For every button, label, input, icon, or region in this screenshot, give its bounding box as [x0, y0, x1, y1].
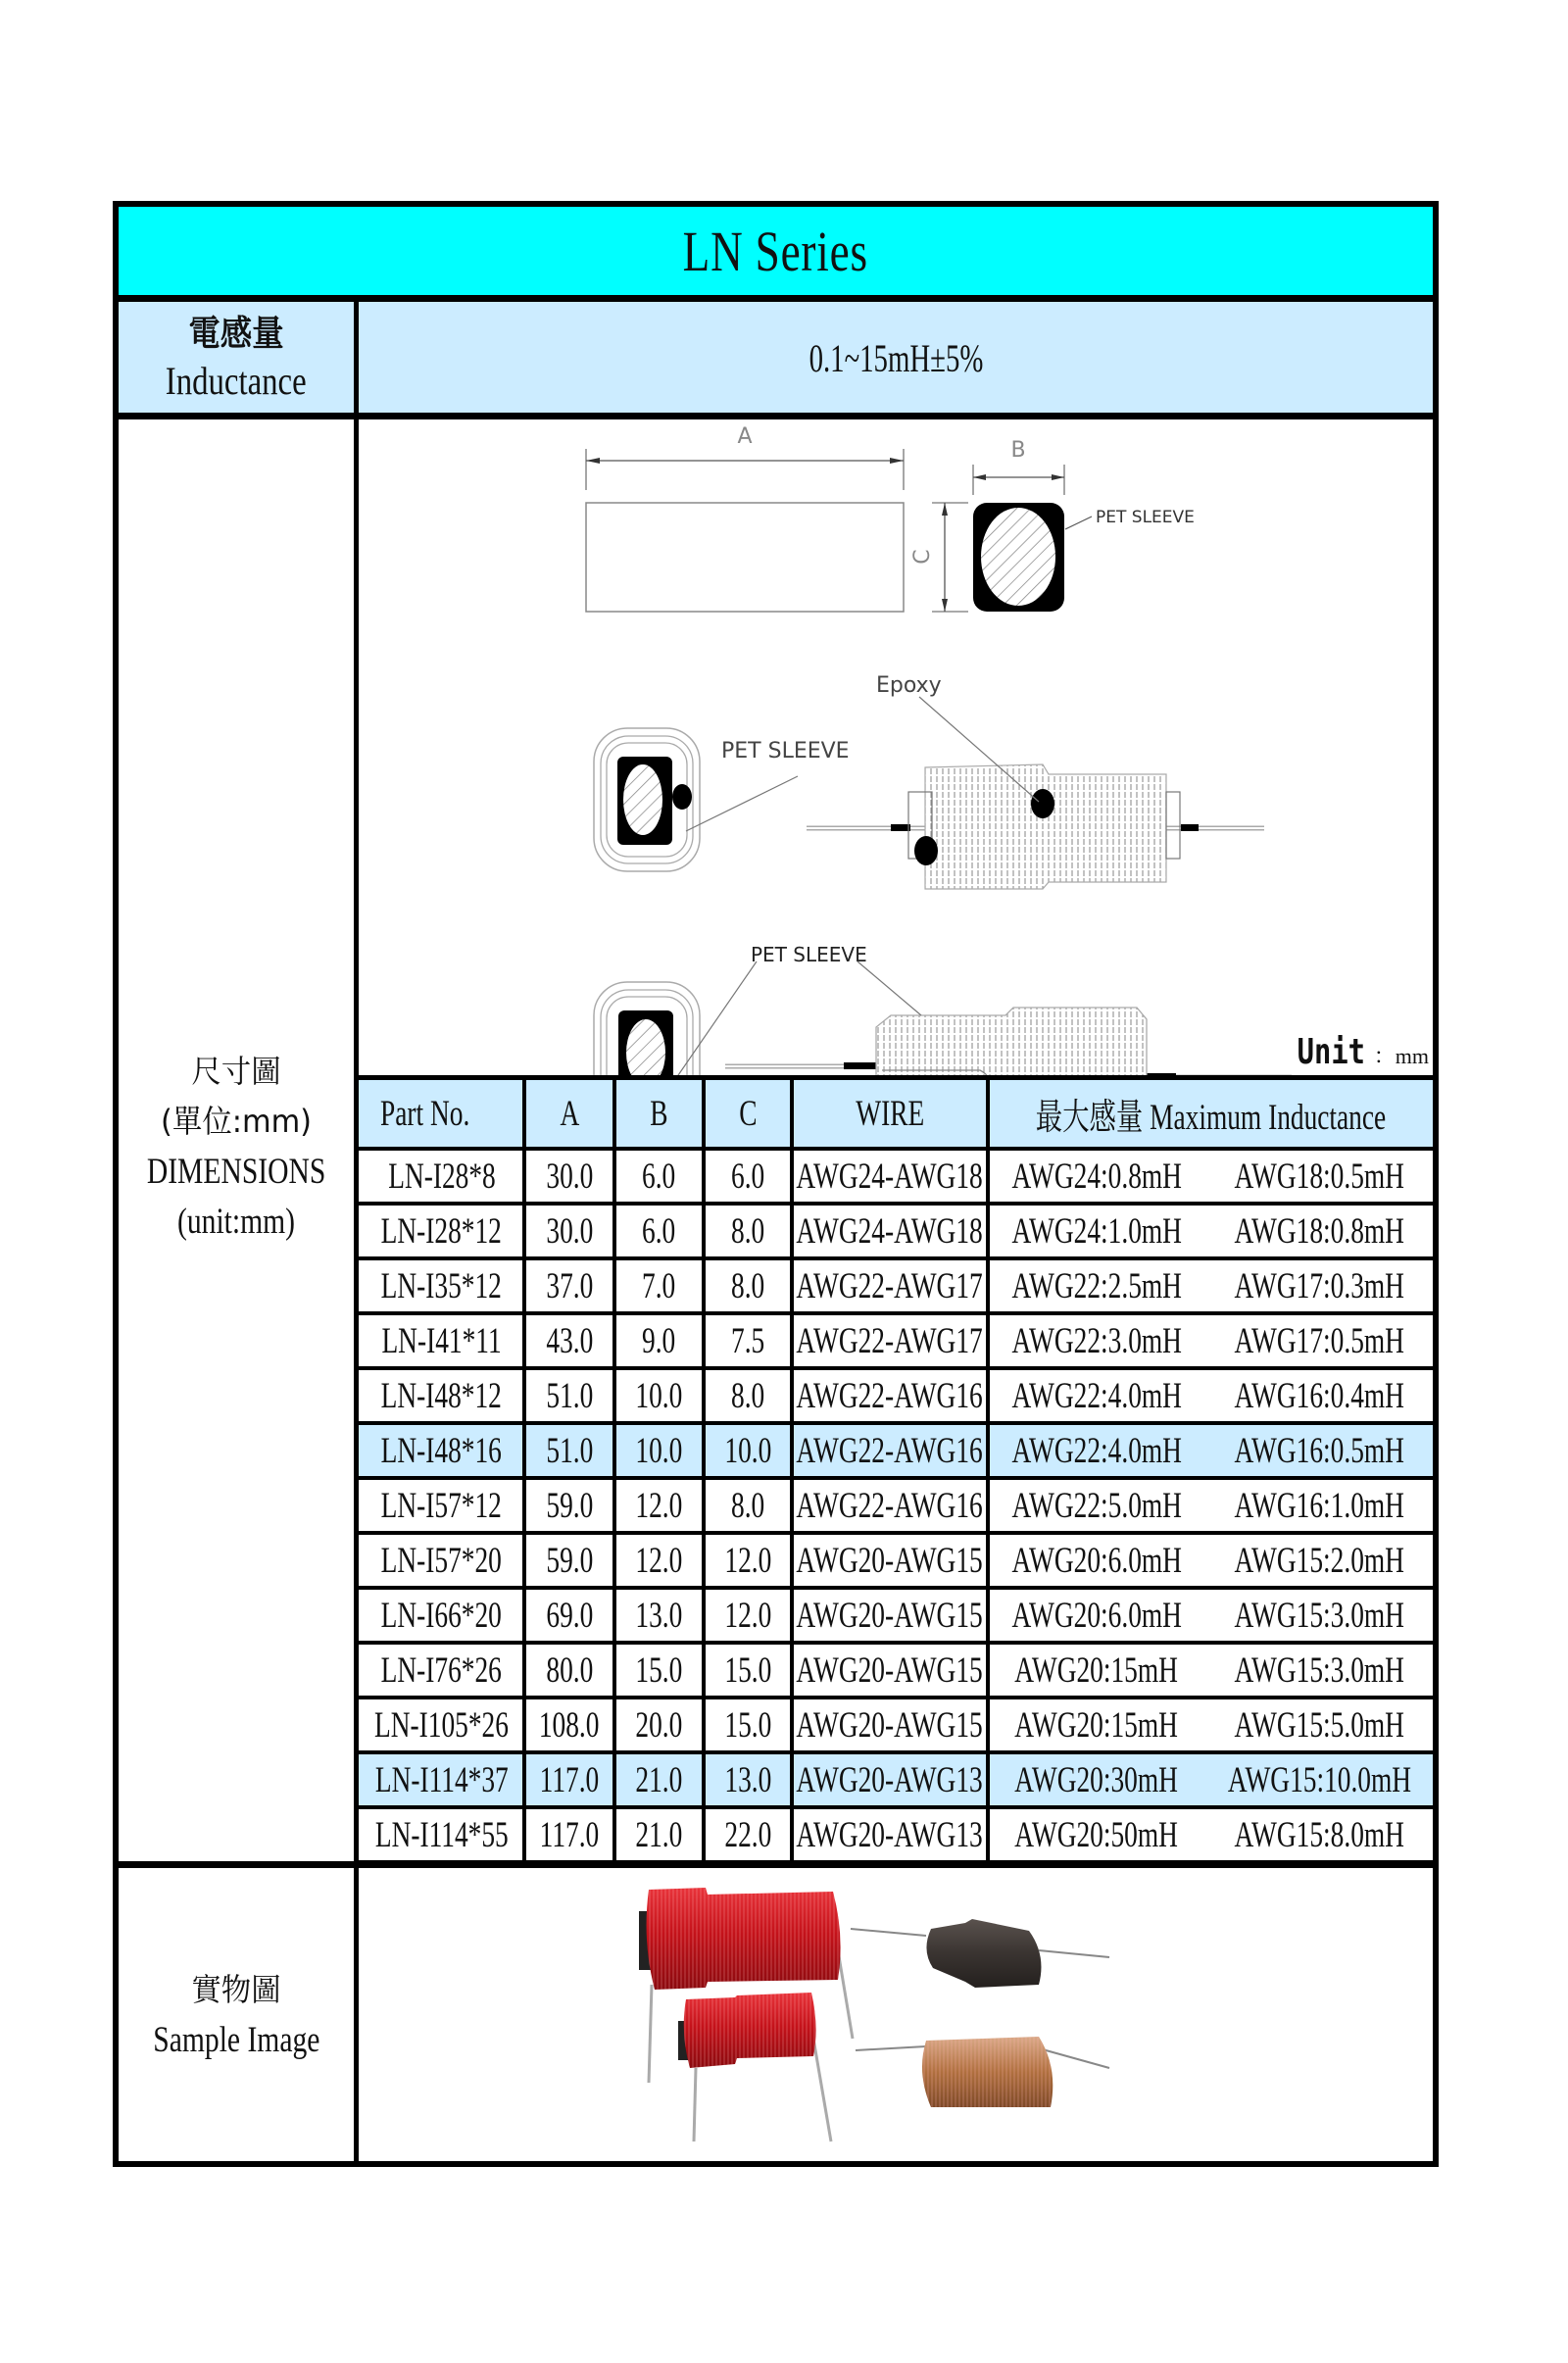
sample-image [359, 1868, 1433, 2161]
table-cell-c [704, 1807, 792, 1862]
grid-line [702, 1078, 706, 1862]
cell-text: LN-I66*20 [380, 1595, 503, 1636]
cell-text: 37.0 [546, 1265, 593, 1306]
cell-text: AWG24-AWG18 [796, 1156, 984, 1197]
table-cell-a [524, 1533, 614, 1588]
grid-line [986, 1078, 990, 1862]
cell-text: AWG20-AWG15 [796, 1704, 984, 1746]
unit-suffix: ：mm [1373, 1044, 1429, 1068]
table-cell-max-inductance-2 [1205, 1643, 1433, 1698]
cell-text: AWG18:0.5mH [1234, 1156, 1404, 1197]
header-a [524, 1078, 614, 1149]
dim-a-label: A [737, 424, 753, 449]
title-banner [119, 207, 1433, 296]
dim-b-label: B [1010, 438, 1026, 463]
inductance-value: 0.1~15mH±5% [808, 335, 983, 380]
cell-text: AWG15:10.0mH [1227, 1759, 1411, 1800]
table-cell-max-inductance-1 [988, 1149, 1205, 1204]
cell-text: AWG24:1.0mH [1011, 1210, 1182, 1252]
cell-text: 117.0 [539, 1759, 600, 1800]
column-header-text: Part No. [380, 1093, 470, 1134]
pet-sleeve-label: PET SLEEVE [751, 943, 867, 966]
table-cell-max-inductance-1 [988, 1368, 1205, 1423]
cell-text: 108.0 [539, 1704, 600, 1746]
table-cell-c [704, 1478, 792, 1533]
table-cell-c [704, 1752, 792, 1807]
cell-text: 15.0 [724, 1704, 771, 1746]
cell-text: 30.0 [546, 1156, 593, 1197]
dark-coil [851, 1919, 1109, 1988]
cell-text: AWG17:0.5mH [1234, 1320, 1404, 1361]
pet-sleeve-label: PET SLEEVE [721, 739, 850, 763]
table-cell-wire [792, 1149, 988, 1204]
cell-text: AWG17:0.3mH [1234, 1265, 1404, 1306]
cell-text: LN-I57*20 [380, 1540, 503, 1581]
table-cell-b [614, 1752, 704, 1807]
table-cell-b [614, 1149, 704, 1204]
cell-text: LN-I105*26 [374, 1704, 509, 1746]
table-cell-a [524, 1698, 614, 1752]
dimensions-label-line: DIMENSIONS [146, 1152, 326, 1192]
cell-text: LN-I114*37 [374, 1759, 509, 1800]
epoxy-coil-side-view [807, 697, 1264, 889]
cell-text: AWG22-AWG16 [796, 1375, 984, 1416]
table-cell-max-inductance-1 [988, 1258, 1205, 1313]
table-cell-a [524, 1643, 614, 1698]
table-cell-max-inductance-2 [1205, 1258, 1433, 1313]
cell-text: AWG22:2.5mH [1011, 1265, 1182, 1306]
cell-text: LN-I35*12 [380, 1265, 503, 1306]
column-header-text: B [650, 1093, 668, 1134]
column-header-text: A [560, 1093, 579, 1134]
table-cell-c [704, 1698, 792, 1752]
cell-text: AWG20:15mH [1014, 1649, 1179, 1691]
cell-text: 8.0 [730, 1485, 765, 1526]
cell-text: 7.5 [730, 1320, 765, 1361]
grid-line [354, 1202, 1439, 1206]
header-c [704, 1078, 792, 1149]
epoxy-label: Epoxy [876, 673, 942, 698]
table-cell-max-inductance-2 [1205, 1752, 1433, 1807]
table-cell-wire [792, 1807, 988, 1862]
table-cell-a [524, 1588, 614, 1643]
cell-text: AWG22:4.0mH [1011, 1375, 1182, 1416]
table-cell-wire [792, 1423, 988, 1478]
cell-text: AWG20:50mH [1014, 1814, 1179, 1855]
cell-text: AWG16:0.4mH [1234, 1375, 1404, 1416]
cell-text: AWG20:15mH [1014, 1704, 1179, 1746]
table-cell-max-inductance-2 [1205, 1698, 1433, 1752]
cell-text: 51.0 [546, 1375, 593, 1416]
cell-text: 8.0 [730, 1375, 765, 1416]
table-cell-a [524, 1807, 614, 1862]
cell-text: AWG22-AWG17 [796, 1320, 984, 1361]
header-max-inductance [988, 1078, 1433, 1149]
table-cell-c [704, 1588, 792, 1643]
grid-line [354, 1586, 1439, 1590]
table-cell-max-inductance-2 [1205, 1204, 1433, 1258]
sleeve-coil-side-view [725, 961, 1292, 1078]
inductance-label-en: Inductance [166, 359, 307, 403]
header-part-no [359, 1078, 524, 1149]
table-cell-part [359, 1204, 524, 1258]
grid-line [354, 1366, 1439, 1370]
divider [113, 1861, 1439, 1868]
table-cell-max-inductance-1 [988, 1698, 1205, 1752]
cell-text: 12.0 [724, 1595, 771, 1636]
cell-text: 59.0 [546, 1485, 593, 1526]
cell-text: LN-I57*12 [380, 1485, 503, 1526]
table-cell-a [524, 1423, 614, 1478]
table-cell-b [614, 1588, 704, 1643]
cell-text: LN-I48*12 [380, 1375, 503, 1416]
table-cell-c [704, 1258, 792, 1313]
table-cell-max-inductance-2 [1205, 1423, 1433, 1478]
table-cell-b [614, 1368, 704, 1423]
inductance-label-cn: 電感量 [188, 314, 284, 354]
cell-text: AWG15:8.0mH [1234, 1814, 1404, 1855]
table-cell-b [614, 1478, 704, 1533]
cross-section-outline [932, 465, 1092, 612]
table-cell-max-inductance-2 [1205, 1313, 1433, 1368]
table-cell-wire [792, 1533, 988, 1588]
table-cell-part [359, 1368, 524, 1423]
table-cell-max-inductance-1 [988, 1643, 1205, 1698]
grid-line [354, 1256, 1439, 1260]
table-cell-c [704, 1423, 792, 1478]
table-cell-wire [792, 1368, 988, 1423]
table-cell-part [359, 1588, 524, 1643]
inductance-value-cell [359, 302, 1433, 414]
cell-text: 30.0 [546, 1210, 593, 1252]
cell-text: AWG20:6.0mH [1011, 1595, 1182, 1636]
cell-text: AWG15:2.0mH [1234, 1540, 1404, 1581]
cell-text: 22.0 [724, 1814, 771, 1855]
column-header-text: 最大感量 Maximum Inductance [1035, 1098, 1386, 1138]
table-cell-part [359, 1149, 524, 1204]
table-cell-max-inductance-1 [988, 1533, 1205, 1588]
cell-text: LN-I114*55 [374, 1814, 509, 1855]
dimensions-label-line: (單位:mm) [160, 1103, 312, 1140]
table-cell-part [359, 1423, 524, 1478]
table-cell-a [524, 1313, 614, 1368]
table-cell-b [614, 1807, 704, 1862]
grid-line [354, 1805, 1439, 1809]
dimensions-label-line: 尺寸圖 [191, 1053, 281, 1090]
grid-line [354, 1641, 1439, 1645]
cell-text: 10.0 [724, 1430, 771, 1471]
table-cell-b [614, 1643, 704, 1698]
cell-text: 15.0 [635, 1649, 683, 1691]
table-cell-wire [792, 1204, 988, 1258]
header-b [614, 1078, 704, 1149]
grid-line [354, 1147, 1439, 1151]
table-cell-c [704, 1149, 792, 1204]
cell-text: AWG22-AWG16 [796, 1430, 984, 1471]
divider [113, 295, 1439, 302]
table-cell-c [704, 1533, 792, 1588]
cell-text: LN-I48*16 [380, 1430, 503, 1471]
cell-text: 15.0 [724, 1649, 771, 1691]
table-cell-max-inductance-1 [988, 1423, 1205, 1478]
red-coil-small [678, 1993, 831, 2141]
table-cell-part [359, 1478, 524, 1533]
cell-text: 7.0 [642, 1265, 676, 1306]
table-cell-wire [792, 1478, 988, 1533]
grid-line [354, 1476, 1439, 1480]
table-cell-a [524, 1368, 614, 1423]
table-cell-wire [792, 1643, 988, 1698]
cell-text: 6.0 [642, 1156, 676, 1197]
table-cell-max-inductance-2 [1205, 1368, 1433, 1423]
copper-coil [856, 2037, 1109, 2107]
table-cell-max-inductance-2 [1205, 1807, 1433, 1862]
table-cell-max-inductance-1 [988, 1478, 1205, 1533]
grid-line [790, 1078, 794, 1862]
table-cell-part [359, 1807, 524, 1862]
divider [113, 413, 1439, 419]
table-cell-part [359, 1258, 524, 1313]
dimension-diagrams [359, 419, 1433, 1078]
table-cell-a [524, 1478, 614, 1533]
table-cell-a [524, 1149, 614, 1204]
cell-text: 6.0 [642, 1210, 676, 1252]
cell-text: AWG20:6.0mH [1011, 1540, 1182, 1581]
table-cell-wire [792, 1258, 988, 1313]
cell-text: 43.0 [546, 1320, 593, 1361]
cell-text: AWG20-AWG15 [796, 1649, 984, 1691]
cell-text: AWG22:3.0mH [1011, 1320, 1182, 1361]
cell-text: AWG22:5.0mH [1011, 1485, 1182, 1526]
table-cell-a [524, 1258, 614, 1313]
cell-text: 12.0 [635, 1485, 683, 1526]
cell-text: AWG24-AWG18 [796, 1210, 984, 1252]
cell-text: 51.0 [546, 1430, 593, 1471]
cell-text: AWG16:1.0mH [1234, 1485, 1404, 1526]
inductance-label-cell [119, 302, 354, 414]
sleeve-coil-cross-section [594, 961, 757, 1078]
cell-text: AWG15:5.0mH [1234, 1704, 1404, 1746]
table-cell-max-inductance-1 [988, 1807, 1205, 1862]
series-title: LN Series [682, 220, 869, 283]
cell-text: 8.0 [730, 1265, 765, 1306]
table-cell-part [359, 1698, 524, 1752]
cell-text: 21.0 [635, 1814, 683, 1855]
cell-text: AWG20-AWG13 [796, 1814, 984, 1855]
table-cell-c [704, 1368, 792, 1423]
table-cell-b [614, 1423, 704, 1478]
dimensions-label-line: (unit:mm) [176, 1202, 296, 1242]
cell-text: AWG22-AWG17 [796, 1265, 984, 1306]
pet-sleeve-label: PET SLEEVE [1096, 508, 1195, 527]
sample-label-en: Sample Image [152, 2019, 320, 2060]
grid-line [354, 1531, 1439, 1535]
cell-text: AWG20-AWG13 [796, 1759, 984, 1800]
grid-line [354, 1075, 1439, 1080]
table-cell-part [359, 1752, 524, 1807]
grid-line [354, 1311, 1439, 1315]
cell-text: 9.0 [642, 1320, 676, 1361]
table-cell-max-inductance-2 [1205, 1478, 1433, 1533]
table-cell-max-inductance-1 [988, 1204, 1205, 1258]
grid-line [612, 1078, 616, 1862]
unit-label [1289, 1031, 1429, 1072]
header-wire [792, 1078, 988, 1149]
cell-text: 6.0 [730, 1156, 765, 1197]
table-cell-wire [792, 1588, 988, 1643]
table-cell-c [704, 1643, 792, 1698]
table-cell-part [359, 1313, 524, 1368]
cell-text: 117.0 [539, 1814, 600, 1855]
grid-line [354, 1750, 1439, 1754]
table-cell-a [524, 1752, 614, 1807]
cell-text: AWG20:30mH [1014, 1759, 1179, 1800]
cell-text: AWG20-AWG15 [796, 1540, 984, 1581]
table-cell-part [359, 1643, 524, 1698]
cell-text: 21.0 [635, 1759, 683, 1800]
table-cell-b [614, 1258, 704, 1313]
cell-text: 10.0 [635, 1430, 683, 1471]
cell-text: AWG22-AWG16 [796, 1485, 984, 1526]
grid-line [522, 1078, 526, 1862]
table-cell-b [614, 1204, 704, 1258]
sample-label-cn: 實物圖 [191, 1970, 281, 2008]
unit-prefix: Unit [1297, 1032, 1366, 1072]
cell-text: LN-I41*11 [381, 1320, 502, 1361]
dimensions-label [119, 1039, 354, 1255]
cell-text: AWG20-AWG15 [796, 1595, 984, 1636]
cell-text: 13.0 [635, 1595, 683, 1636]
sample-label [119, 1868, 354, 2161]
cell-text: 13.0 [724, 1759, 771, 1800]
table-cell-max-inductance-1 [988, 1588, 1205, 1643]
cell-text: 12.0 [635, 1540, 683, 1581]
table-cell-part [359, 1533, 524, 1588]
cell-text: AWG16:0.5mH [1234, 1430, 1404, 1471]
cell-text: 80.0 [546, 1649, 593, 1691]
table-cell-c [704, 1204, 792, 1258]
cell-text: 8.0 [730, 1210, 765, 1252]
table-cell-max-inductance-2 [1205, 1533, 1433, 1588]
table-cell-b [614, 1533, 704, 1588]
cell-text: LN-I76*26 [380, 1649, 503, 1691]
cell-text: 69.0 [546, 1595, 593, 1636]
cell-text: AWG18:0.8mH [1234, 1210, 1404, 1252]
table-cell-a [524, 1204, 614, 1258]
table-cell-max-inductance-1 [988, 1313, 1205, 1368]
dim-c-label: C [910, 549, 935, 565]
cell-text: AWG22:4.0mH [1011, 1430, 1182, 1471]
side-view-outline [586, 449, 904, 612]
table-cell-wire [792, 1313, 988, 1368]
table-cell-b [614, 1313, 704, 1368]
column-header-text: WIRE [856, 1093, 924, 1134]
cell-text: AWG15:3.0mH [1234, 1649, 1404, 1691]
cell-text: LN-I28*12 [380, 1210, 503, 1252]
cell-text: 59.0 [546, 1540, 593, 1581]
cell-text: 12.0 [724, 1540, 771, 1581]
table-cell-c [704, 1313, 792, 1368]
grid-line [354, 1421, 1439, 1425]
table-cell-max-inductance-2 [1205, 1588, 1433, 1643]
table-cell-max-inductance-2 [1205, 1149, 1433, 1204]
table-cell-b [614, 1698, 704, 1752]
cell-text: AWG24:0.8mH [1011, 1156, 1182, 1197]
table-cell-max-inductance-1 [988, 1752, 1205, 1807]
cell-text: LN-I28*8 [387, 1156, 496, 1197]
cell-text: 10.0 [635, 1375, 683, 1416]
cell-text: AWG15:3.0mH [1234, 1595, 1404, 1636]
grid-line [354, 1696, 1439, 1699]
cell-text: 20.0 [635, 1704, 683, 1746]
column-header-text: C [738, 1093, 758, 1134]
table-cell-wire [792, 1698, 988, 1752]
table-cell-wire [792, 1752, 988, 1807]
